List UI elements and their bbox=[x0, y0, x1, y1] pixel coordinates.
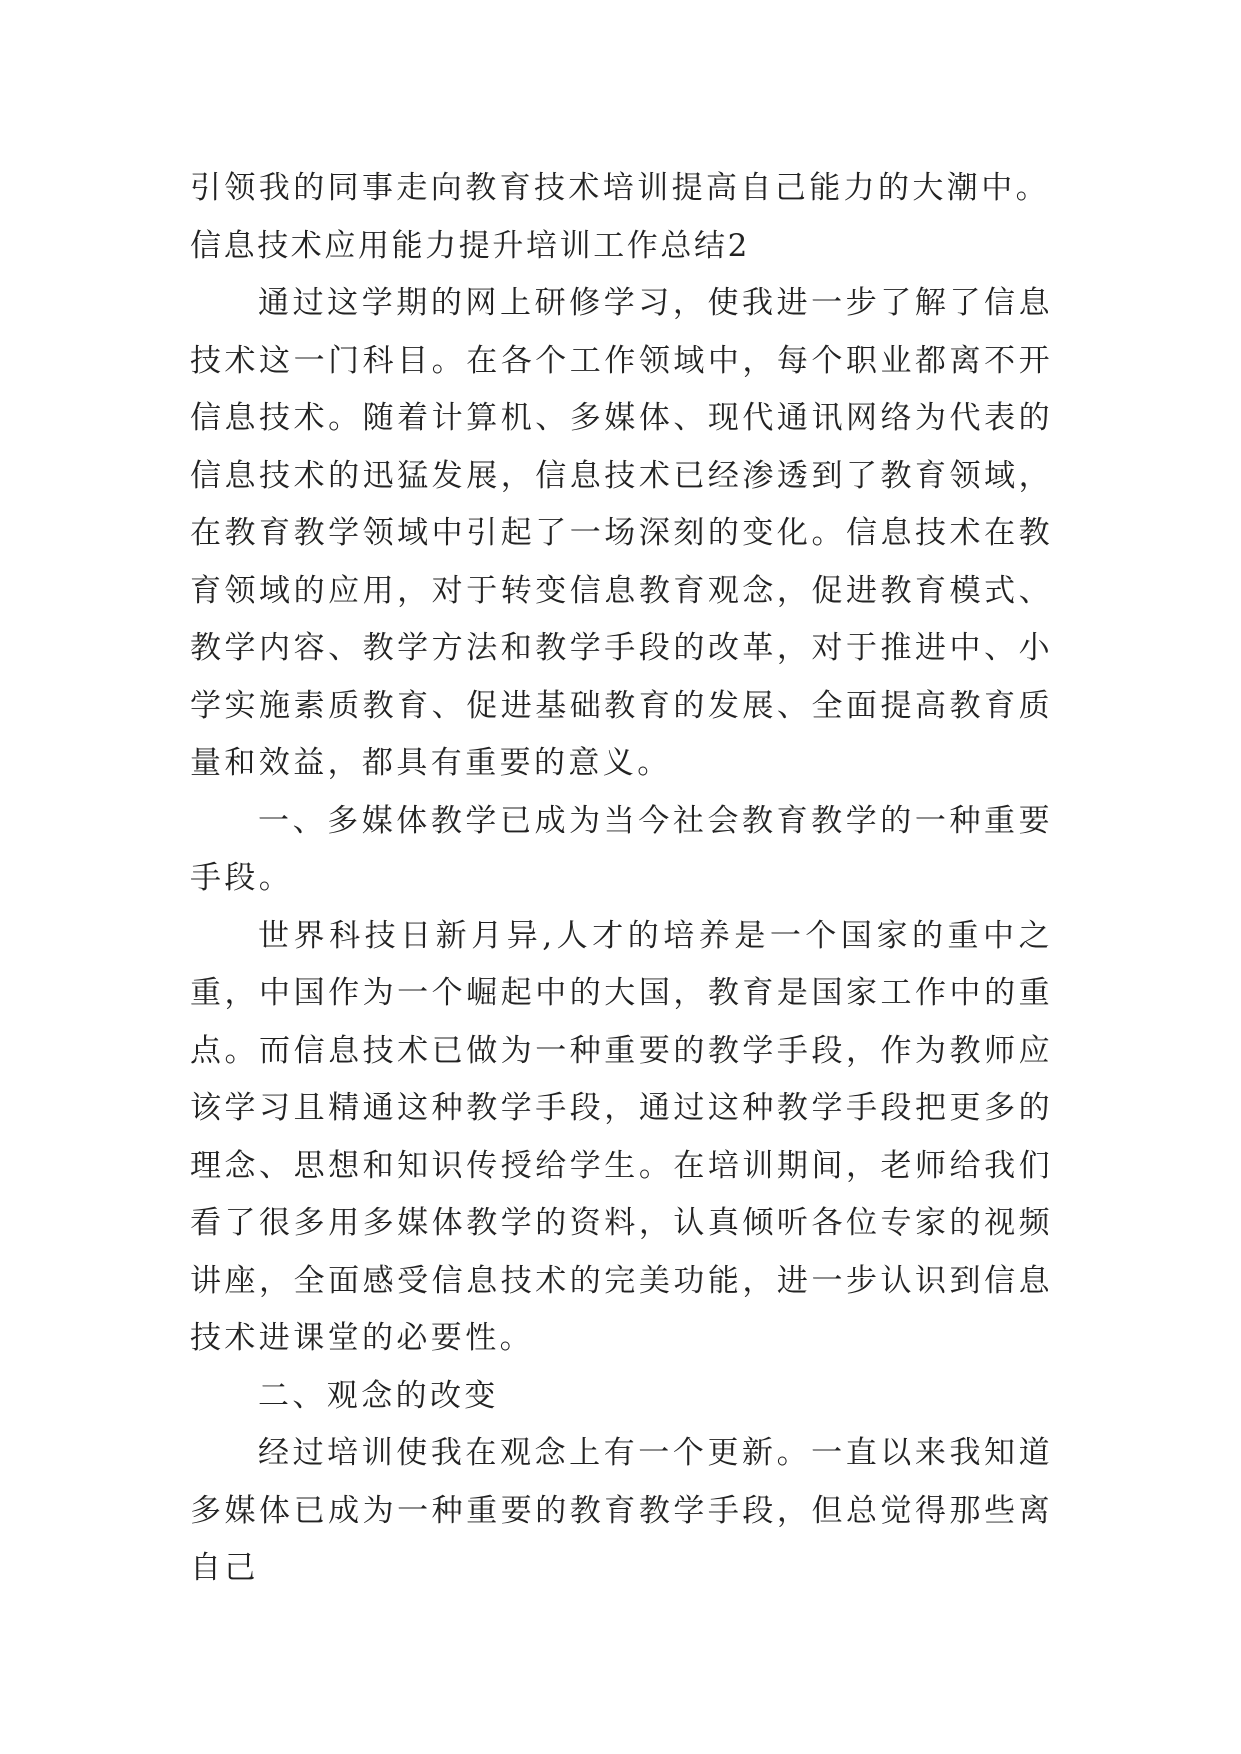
section-title: 信息技术应用能力提升培训工作总结2 bbox=[190, 227, 750, 264]
document-body bbox=[190, 160, 1053, 1598]
paragraph-point-two: 经过培训使我在观念上有一个更新。一直以来我知道多媒体已成为一种重要的教育教学手段，但总觉得那些离自己 bbox=[190, 1435, 1053, 1586]
point-two-heading: 二、观念的改变 bbox=[258, 1377, 499, 1414]
paragraph-continuation: 引领我的同事走向教育技术培训提高自己能力的大潮中。 bbox=[190, 170, 1050, 206]
point-one-heading: 一、多媒体教学已成为当今社会教育教学的一种重要手段。 bbox=[190, 802, 1053, 896]
paragraph-intro: 通过这学期的网上研修学习，使我进一步了解了信息技术这一门科目。在各个工作领域中，每个职业都离不开信息技术。随着计算机、多媒体、现代通讯网络为代表的信息技术的迅猛发展，信息技术已经渗透到了教育领域，在教育教学领域中引起了一场深刻的变化。信息技术在教育领域的应用，对于转变信息教育观念，促进教育模式、教学内容、教学方法和教学手段的改革，对于推进中、小学实施素质教育、促进基础教育的发展、全面提高教育质量和效益，都具有重要的意义。 bbox=[190, 285, 1053, 781]
paragraph-point-one: 世界科技日新月异,人才的培养是一个国家的重中之重，中国作为一个崛起中的大国，教育是国家工作中的重点。而信息技术已做为一种重要的教学手段，作为教师应该学习且精通这种教学手段，通过这种教学手段把更多的理念、思想和知识传授给学生。在培训期间，老师给我们看了很多用多媒体教学的资料，认真倾听各位专家的视频讲座，全面感受信息技术的完美功能，进一步认识到信息技术进课堂的必要性。 bbox=[190, 917, 1053, 1356]
